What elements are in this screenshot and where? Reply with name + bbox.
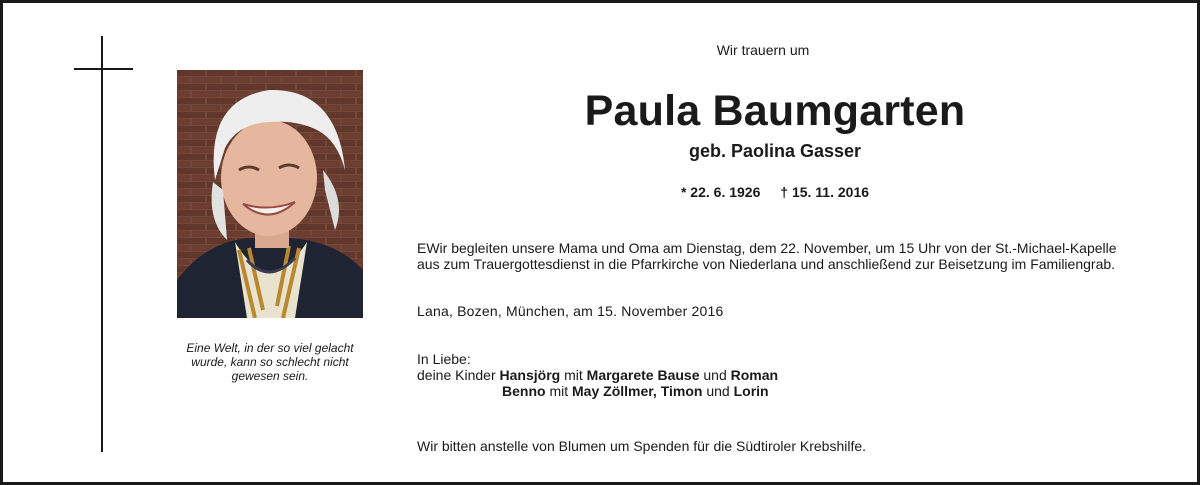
mourner-name: Benno <box>502 383 546 399</box>
mourners <box>417 351 778 399</box>
quote-line: Eine Welt, in der so viel gelacht <box>186 341 354 355</box>
mourner-conj: und <box>702 383 734 399</box>
portrait-photo <box>177 70 363 318</box>
mourner-name: Lorin <box>733 383 769 399</box>
death-date: † 15. 11. 2016 <box>780 184 870 200</box>
mourners-line-2 <box>417 383 778 399</box>
birth-name: geb. Paolina Gasser <box>688 141 862 161</box>
quote-line: gewesen sein. <box>231 369 309 383</box>
mourners-heading: In Liebe: <box>417 351 471 367</box>
cross-icon <box>101 36 103 452</box>
mourner-name: May Zöllmer, Timon <box>572 383 703 399</box>
mourners-prefix: deine Kinder <box>417 367 500 383</box>
mourners-line-1 <box>417 367 778 383</box>
place-date: Lana, Bozen, München, am 15. November 2016 <box>417 303 724 319</box>
mourner-name: Hansjörg <box>499 367 561 383</box>
funeral-notice <box>417 240 1177 272</box>
mourner-name: Margarete Bause <box>586 367 700 383</box>
deceased-name: Paula Baumgarten <box>584 87 966 135</box>
cross-icon-bar <box>74 68 133 70</box>
mourner-conj: und <box>699 367 731 383</box>
mourner-conj: mit <box>560 367 587 383</box>
funeral-line: aus zum Trauergottesdienst in die Pfarrkirche von Niederlana und anschließend zur Beisetzung im Familiengrab. <box>417 256 1116 272</box>
mourner-name: Roman <box>730 367 779 383</box>
donation-note: Wir bitten anstelle von Blumen um Spenden für die Südtiroler Krebshilfe. <box>417 438 867 454</box>
funeral-line: EWir begleiten unsere Mama und Oma am Dienstag, dem 22. November, um 15 Uhr von der St.-Michael-Kapelle <box>417 240 1117 256</box>
intro-text: Wir trauern um <box>716 42 810 58</box>
mourner-conj: mit <box>545 383 573 399</box>
quote <box>163 341 377 383</box>
quote-line: wurde, kann so schlecht nicht <box>191 355 349 369</box>
life-dates <box>575 184 975 200</box>
birth-date: * 22. 6. 1926 <box>680 184 761 200</box>
